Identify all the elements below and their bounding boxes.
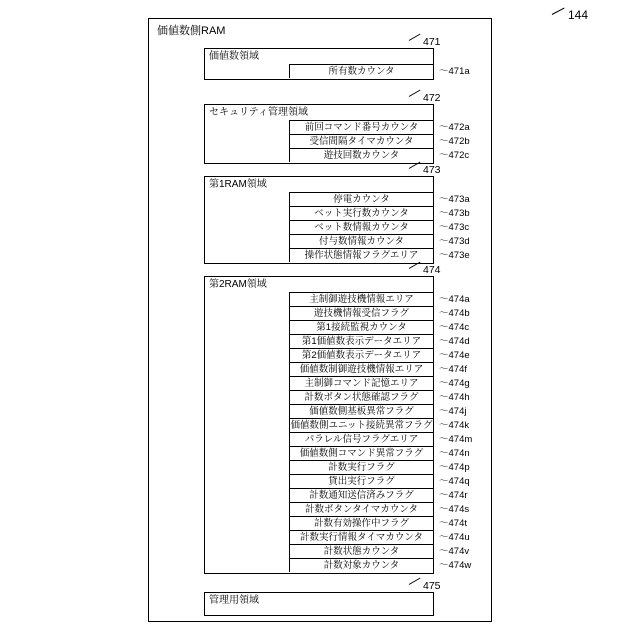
row-reference: ～474v xyxy=(439,545,470,557)
row-reference: ～474r xyxy=(439,489,468,501)
row-label: 主制御コマンド記憶エリア xyxy=(304,377,419,389)
row-reference: ～474w xyxy=(439,559,472,571)
row-reference: ～473c xyxy=(439,221,470,233)
group-box-3 xyxy=(204,276,473,574)
row-label: 操作状態情報フラグエリア xyxy=(304,249,419,261)
row-reference: ～474k xyxy=(439,419,470,431)
table-row xyxy=(289,206,470,220)
table-row xyxy=(289,516,468,530)
table-row xyxy=(289,544,470,558)
row-label: 計数ボタンタイマカウンタ xyxy=(304,503,419,515)
figure-reference xyxy=(552,8,588,22)
row-reference: ～471a xyxy=(439,65,470,77)
row-reference: ～473d xyxy=(439,235,470,247)
row-reference: ～474d xyxy=(439,335,470,347)
table-row xyxy=(289,376,470,390)
row-label: 主制御遊技機情報エリア xyxy=(309,293,414,305)
row-reference: ～473e xyxy=(439,249,470,261)
group-box-0 xyxy=(204,48,470,80)
table-row xyxy=(289,390,470,404)
group-title-2: 第1RAM領域 xyxy=(209,179,267,190)
group-reference-3: 474 xyxy=(409,264,441,276)
table-row xyxy=(289,488,468,502)
row-reference: ～474h xyxy=(439,391,470,403)
row-reference: ～474u xyxy=(439,531,470,543)
ram-outer-title: 価値数側RAM xyxy=(157,25,226,37)
row-label: 貸出実行フラグ xyxy=(328,475,395,487)
row-reference: ～474q xyxy=(439,475,470,487)
table-row xyxy=(289,460,470,474)
table-row xyxy=(289,248,470,262)
row-reference: ～474g xyxy=(439,377,470,389)
row-label: 価値数側ユニット接続異常フラグ xyxy=(290,419,433,431)
group-rows-0 xyxy=(205,64,470,78)
table-row xyxy=(289,320,470,334)
table-row xyxy=(289,306,470,320)
row-reference: ～474s xyxy=(439,503,470,515)
table-row xyxy=(289,530,470,544)
group-reference-0: 471 xyxy=(409,36,441,48)
table-row xyxy=(289,474,470,488)
group-box-2 xyxy=(204,176,470,264)
row-label: 計数ボタン状態確認フラグ xyxy=(304,391,419,403)
row-label: 価値数側基板異常フラグ xyxy=(309,405,414,417)
row-label: 第1価値数表示データエリア xyxy=(301,335,422,347)
table-row xyxy=(289,446,470,460)
group-box-1 xyxy=(204,104,470,164)
row-label: 所有数カウンタ xyxy=(328,65,395,77)
table-row xyxy=(289,418,470,432)
row-label: 価値数側コマンド異常フラグ xyxy=(299,447,424,459)
row-reference: ～474j xyxy=(439,405,467,417)
figure-reference-number: 144 xyxy=(568,8,589,22)
row-label: 前回コマンド番号カウンタ xyxy=(304,121,419,133)
table-row xyxy=(289,64,470,78)
row-reference: ～474m xyxy=(439,433,473,445)
table-row xyxy=(289,502,470,516)
group-reference-2: 473 xyxy=(409,164,441,176)
row-reference: ～474a xyxy=(439,293,470,305)
group-reference-1: 472 xyxy=(409,92,441,104)
table-row xyxy=(289,134,470,148)
group-reference-4: 475 xyxy=(409,580,441,592)
table-row xyxy=(289,234,470,248)
table-row xyxy=(289,362,468,376)
row-label: 受信間隔タイマカウンタ xyxy=(309,135,414,147)
row-label: パラレル信号フラグエリア xyxy=(304,433,419,445)
row-reference: ～472c xyxy=(439,149,470,161)
row-reference: ～473a xyxy=(439,193,470,205)
row-label: 計数状態カウンタ xyxy=(323,545,400,557)
row-reference: ～474e xyxy=(439,349,470,361)
row-label: ベット数情報カウンタ xyxy=(314,221,409,233)
row-label: 計数実行フラグ xyxy=(328,461,395,473)
row-label: 計数通知送信済みフラグ xyxy=(309,489,414,501)
row-label: 遊技回数カウンタ xyxy=(323,149,400,161)
table-row xyxy=(289,292,470,306)
group-title-4: 管理用領域 xyxy=(209,595,259,606)
row-reference: ～474n xyxy=(439,447,470,459)
row-label: 価値数制御遊技機情報エリア xyxy=(299,363,424,375)
row-reference: ～473b xyxy=(439,207,470,219)
table-row xyxy=(289,334,470,348)
table-row xyxy=(289,558,472,572)
row-reference: ～472b xyxy=(439,135,470,147)
row-label: 第1接続監視カウンタ xyxy=(316,321,407,333)
table-row xyxy=(289,120,470,134)
row-label: 停電カウンタ xyxy=(333,193,390,205)
figure-reference-leader xyxy=(552,7,565,14)
table-row xyxy=(289,432,473,446)
group-rows-1 xyxy=(205,120,470,162)
row-reference: ～474f xyxy=(439,363,468,375)
row-label: 計数実行情報タイマカウンタ xyxy=(300,531,423,543)
row-label: 計数有効操作中フラグ xyxy=(313,517,409,529)
row-label: 計数対象カウンタ xyxy=(323,559,400,571)
group-box-4 xyxy=(204,592,434,616)
row-label: 第2価値数表示データエリア xyxy=(301,349,422,361)
group-title-0: 価値数領域 xyxy=(209,51,259,62)
row-reference: ～474b xyxy=(439,307,470,319)
table-row xyxy=(289,404,467,418)
row-reference: ～474t xyxy=(439,517,468,529)
group-title-1: セキュリティ管理領域 xyxy=(209,107,308,118)
group-rows-2 xyxy=(205,192,470,262)
row-reference: ～472a xyxy=(439,121,470,133)
row-label: 遊技機情報受信フラグ xyxy=(313,307,409,319)
row-reference: ～474p xyxy=(439,461,470,473)
table-row xyxy=(289,348,470,362)
group-rows-3 xyxy=(205,292,473,572)
row-reference: ～474c xyxy=(439,321,470,333)
table-row xyxy=(289,148,470,162)
group-title-3: 第2RAM領域 xyxy=(209,279,267,290)
table-row xyxy=(289,192,470,206)
row-label: ベット実行数カウンタ xyxy=(314,207,409,219)
table-row xyxy=(289,220,470,234)
row-label: 付与数情報カウンタ xyxy=(318,235,405,247)
